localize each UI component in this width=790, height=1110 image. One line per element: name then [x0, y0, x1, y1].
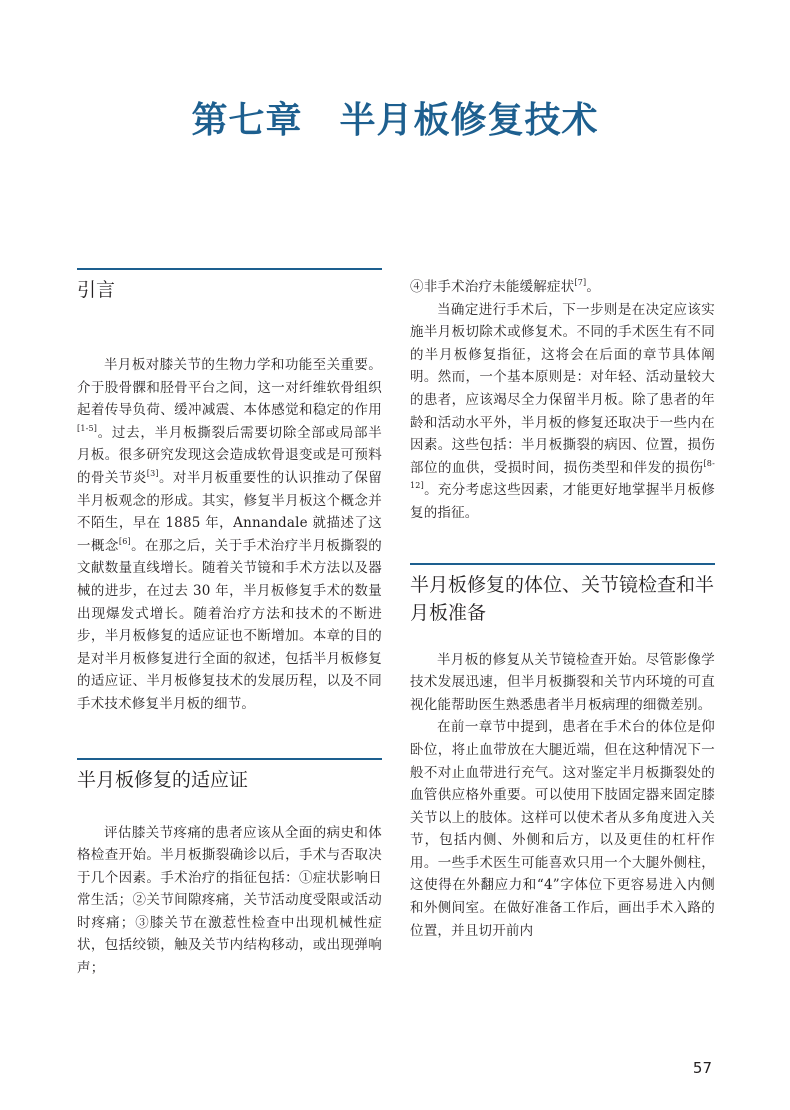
chapter-title: 第七章 半月板修复技术	[191, 99, 599, 141]
positioning-paragraph-2: 在前一章节中提到，患者在手术台的体位是仰卧位，将止血带放在大腿近端，但在这种情况下一般不对止血带进行充气。这对鉴定半月板撕裂处的血管供应格外重要。可以使用下肢固定器来固定膝关节以上的肢体。这样可以使术者从多角度进入关节，包括内侧、外侧和后方，以及更佳的杠杆作用。一些手术医生可能喜欢只用一个大腿外侧柱，这使得在外翻应力和“4”字体位下更容易进入内侧和外侧间室。在做好准备工作后，画出手术入路的位置，并且切开前内	[410, 719, 715, 939]
citation: [7]	[574, 278, 587, 287]
heading-intro: 引言	[77, 279, 116, 301]
left-column	[77, 268, 382, 980]
citation: [6]	[118, 536, 131, 546]
indications-paragraph: 评估膝关节疼痛的患者应该从全面的病史和体格检查开始。半月板撕裂确诊以后，手术与否取决于几个因素。手术治疗的指征包括：①症状影响日常生活；②关节间隙疼痛，关节活动度受限或活动时疼痛；③膝关节在激惹性检查中出现机械性症状，包括绞锁，触及关节内结构移动，或出现弹响声；	[77, 824, 382, 977]
heading-indications: 半月板修复的适应证	[77, 768, 249, 791]
section-heading-indications	[77, 758, 382, 804]
page-number: 57	[692, 1059, 712, 1077]
heading-positioning: 半月板修复的体位、关节镜检查和半月板准备	[410, 573, 715, 624]
decision-paragraph: 当确定进行手术后，下一步则是在决定应该实施半月板切除术或修复术。不同的手术医生有不同的半月板修复指征，这将会在后面的章节具体阐明。然而，一个基本原则是：对年轻、活动量较大的患者，应该竭尽全力保留半月板。除了患者的年龄和活动水平外，半月板的修复还取决于一些内在因素。这些包括：半月板撕裂的病因、位置，损伤部位的血供，受损时间，损伤类型和伴发的损伤[8-12]。充分考虑这些因素，才能更好地掌握半月板修复的指征。	[410, 301, 715, 521]
indications-paragraph-continued: ④非手术治疗未能缓解症状[7]。	[410, 278, 601, 295]
section-heading-positioning	[410, 563, 715, 627]
citation: [8-12]	[410, 458, 715, 491]
positioning-paragraph-1: 半月板的修复从关节镜检查开始。尽管影像学技术发展迅速，但半月板撕裂和关节内环境的可直视化能帮助医生熟悉患者半月板病理的细微差别。	[410, 651, 715, 713]
section-heading-intro	[77, 268, 382, 314]
citation: [3]	[146, 468, 159, 478]
citation: [1-5]	[77, 423, 98, 433]
intro-paragraph: 半月板对膝关节的生物力学和功能至关重要。介于股骨髁和胫骨平台之间，这一对纤维软骨组织起着传导负荷、缓冲减震、本体感觉和稳定的作用[1-5]。过去，半月板撕裂后需要切除全部或局部半月板。很多研究发现这会造成软骨退变或是可预料的骨关节炎[3]。对半月板重要性的认识推动了保留半月板观念的形成。其实，修复半月板这个概念并不陌生，早在 1885 年，Annandale 就描述了这一概念[6]。在那之后，关于手术治疗半月板撕裂的文献数量直线增长。随着关节镜和手术方法以及器械的进步，在过去 30 年，半月板修复手术的数量出现爆发式增长。随着治疗方法和技术的不断进步，半月板修复的适应证也不断增加。本章的目的是对半月板修复进行全面的叙述，包括半月板修复的适应证、半月板修复技术的发展历程，以及不同手术技术修复半月板的细节。	[77, 357, 383, 712]
right-column	[410, 276, 715, 942]
